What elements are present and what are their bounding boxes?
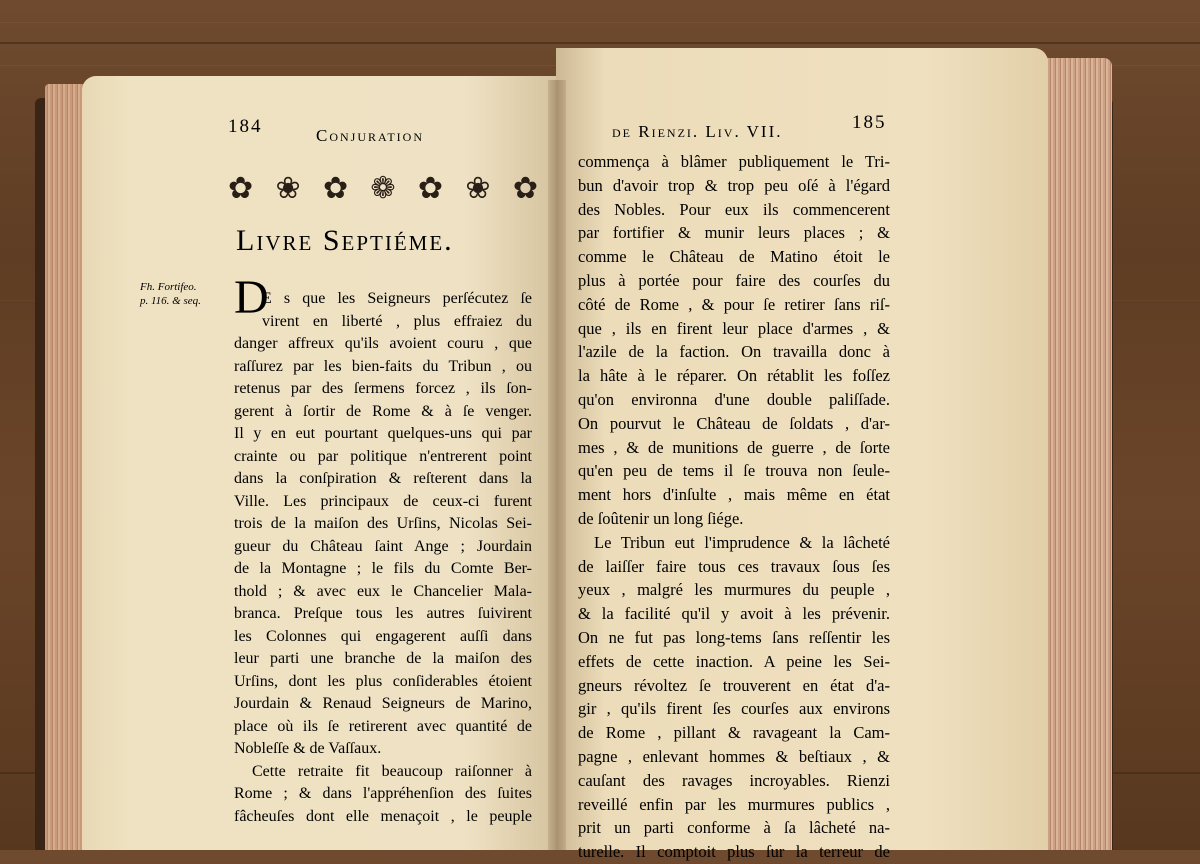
text-line: mes , & de munitions de guerre , de ſorte xyxy=(578,437,890,457)
text-line: qu'on environna d'une double paliſſade. xyxy=(578,389,890,409)
text-line: place où ils ſe retirerent avec quantité de xyxy=(234,717,532,735)
right-running-head: de Rienzi. Liv. VII. xyxy=(612,122,783,141)
text-line: de la Montagne ; le fils du Comte Ber- xyxy=(234,560,532,577)
text-line: danger affreux qu'ils avoient couru , que xyxy=(234,335,532,352)
text-line: leur parti une branche de la maiſon des xyxy=(234,650,532,667)
text-line: l'azile de la faction. On travailla donc à xyxy=(578,342,890,362)
text-line: raſſurez par les bien-faits du Tribun , ou xyxy=(234,357,532,375)
text-line: retenus par des ſermens forcez , ils ſon- xyxy=(234,380,532,397)
text-line: Rome ; & dans l'appréhenſion des ſuites xyxy=(234,785,532,802)
margin-note-line: Fh. Fortifeo. xyxy=(140,281,197,293)
text-line: ment hors d'inſulte , mais même en état xyxy=(578,485,890,505)
text-line: branca. Preſque tous les autres ſuivirent xyxy=(234,605,532,622)
text-line: virent en liberté , plus effraiez du xyxy=(262,312,532,330)
text-line: Ville. Les principaux de ceux-ci furent xyxy=(234,492,532,510)
text-line: gneurs révoltez ſe trouverent en état d'a- xyxy=(578,675,890,695)
text-line: yeux , malgré les murmures du peuple , xyxy=(578,580,890,600)
text-line: de laiſſer faire tous ces travaux ſous ſes xyxy=(578,556,890,576)
text-line: bun d'avoir trop & trop peu oſé à l'égard xyxy=(578,175,890,195)
margin-note-line: p. 116. & seq. xyxy=(140,295,201,307)
text-line: de Rome , pillant & ravageant la Cam- xyxy=(578,723,890,743)
text-line: effets de cette inaction. A peine les Sei- xyxy=(578,651,890,671)
text-line: Le Tribun eut l'imprudence & la lâcheté xyxy=(594,532,890,552)
right-page-text xyxy=(578,150,890,864)
table-plank-seam xyxy=(0,42,1200,44)
text-line: gerent à ſortir de Rome & à ſe venger. xyxy=(234,402,532,420)
text-line: Nobleſſe & de Vaſſaux. xyxy=(234,740,382,757)
text-line: comme le Château de Matino étoit le xyxy=(578,247,890,267)
text-line: gueur du Château ſaint Ange ; Jourdain xyxy=(234,537,532,555)
left-page-text xyxy=(234,288,532,828)
left-running-head: Conjuration xyxy=(316,126,425,145)
text-line: côté de Rome , & pour ſe retirer ſans riſ- xyxy=(578,294,890,314)
text-line: des Nobles. Pour eux ils commencerent xyxy=(578,199,890,219)
right-page-number: 185 xyxy=(852,112,887,133)
text-line: Jourdain & Renaud Seigneurs de Marino, xyxy=(234,695,532,712)
text-line: pagne , enlevant hommes & beſtiaux , & xyxy=(578,746,890,766)
chapter-title: Livre Septiéme. xyxy=(236,224,454,257)
text-line: On ne fut pas long-tems ſans reſſentir les xyxy=(578,627,890,647)
text-line: plus à portée pour faire des courſes du xyxy=(578,270,890,290)
page-edges-right xyxy=(1038,58,1112,850)
text-line: la hâte à le réparer. On rétablit les foſſez xyxy=(578,366,890,386)
text-line: reveillé enfin par les murmures publics , xyxy=(578,794,890,814)
text-line: de ſoûtenir un long ſiége. xyxy=(578,508,744,528)
text-line: prit un parti conforme à ſa lâcheté na- xyxy=(578,818,890,838)
text-line: On pourvut le Château de ſoldats , d'ar- xyxy=(578,413,890,433)
margin-note xyxy=(140,280,230,308)
text-line: Cette retraite fit beaucoup raiſonner à xyxy=(252,762,532,780)
text-line: fâcheuſes dont elle menaçoit , le peuple xyxy=(234,807,532,825)
text-line: les Colonnes qui engagerent auſſi dans xyxy=(234,627,532,645)
text-line: par fortifier & munir leurs places ; & xyxy=(578,223,890,243)
text-line: commença à blâmer publiquement le Tri- xyxy=(578,152,890,171)
text-line: gir , qu'ils firent ſes courſes aux environs xyxy=(578,699,890,719)
text-line: & la facilité qu'il y avoit à les prévenir. xyxy=(578,604,890,624)
text-line: turelle. Il comptoit plus ſur la terreur de xyxy=(578,842,890,862)
text-line: Il y en eut pourtant quelques-uns qui par xyxy=(234,425,532,442)
text-line: Urſins, dont les plus conſiderables étoient xyxy=(234,672,532,690)
fleuron-band-icon: ✿ ❀ ✿ ❁ ✿ ❀ ✿ xyxy=(228,171,538,205)
book-gutter xyxy=(548,80,566,850)
text-line: dans la conſpiration & reſterent dans la xyxy=(234,470,532,487)
text-line: thold ; & avec eux le Chancelier Mala- xyxy=(234,582,532,600)
text-line: cauſant des ravages incroyables. Rienzi xyxy=(578,770,890,790)
text-line: E s que les Seigneurs perſécutez ſe xyxy=(262,290,532,307)
text-line: crainte ou par politique n'entrerent point xyxy=(234,447,532,465)
text-line: que , ils en firent leur place d'armes , & xyxy=(578,318,890,338)
text-line: trois de la maiſon des Urſins, Nicolas Sei- xyxy=(234,515,532,532)
left-page-number: 184 xyxy=(228,116,263,137)
text-line: qu'en peu de tems il ſe trouva non ſeule- xyxy=(578,461,890,481)
drop-cap: D xyxy=(234,271,269,324)
